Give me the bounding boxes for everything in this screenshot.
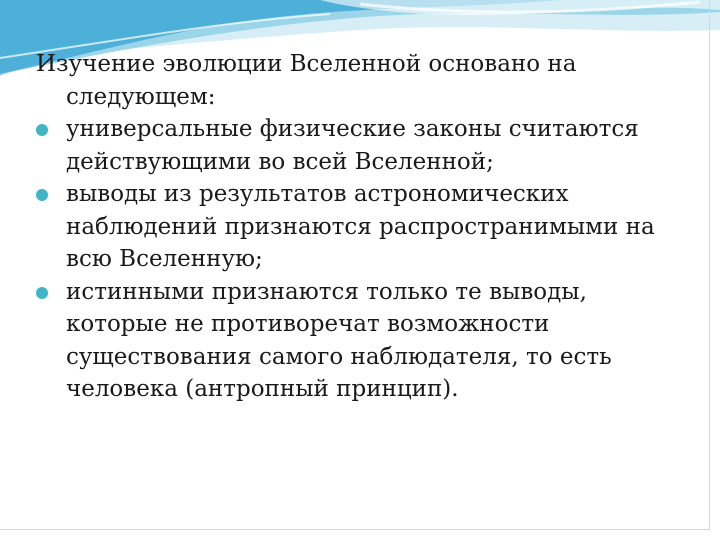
bullet-item bbox=[36, 178, 656, 276]
bullet-dot-icon bbox=[36, 287, 48, 299]
slide-body bbox=[36, 48, 656, 406]
bullet-list bbox=[36, 113, 656, 406]
bullet-text: истинными признаются только те выводы, которые не противоречат возможности существования самого наблюдателя, то есть человека (антропный принцип). bbox=[66, 278, 612, 402]
bullet-text: выводы из результатов астрономических наблюдений признаются распространимыми на всю Вселенную; bbox=[66, 181, 655, 272]
bullet-dot-icon bbox=[36, 124, 48, 136]
intro-text: Изучение эволюции Вселенной основано на следующем: bbox=[36, 51, 577, 110]
bullet-item bbox=[36, 113, 656, 178]
bullet-dot-icon bbox=[36, 189, 48, 201]
bullet-item bbox=[36, 276, 656, 406]
bullet-text: универсальные физические законы считаются действующими во всей Вселенной; bbox=[66, 116, 639, 175]
